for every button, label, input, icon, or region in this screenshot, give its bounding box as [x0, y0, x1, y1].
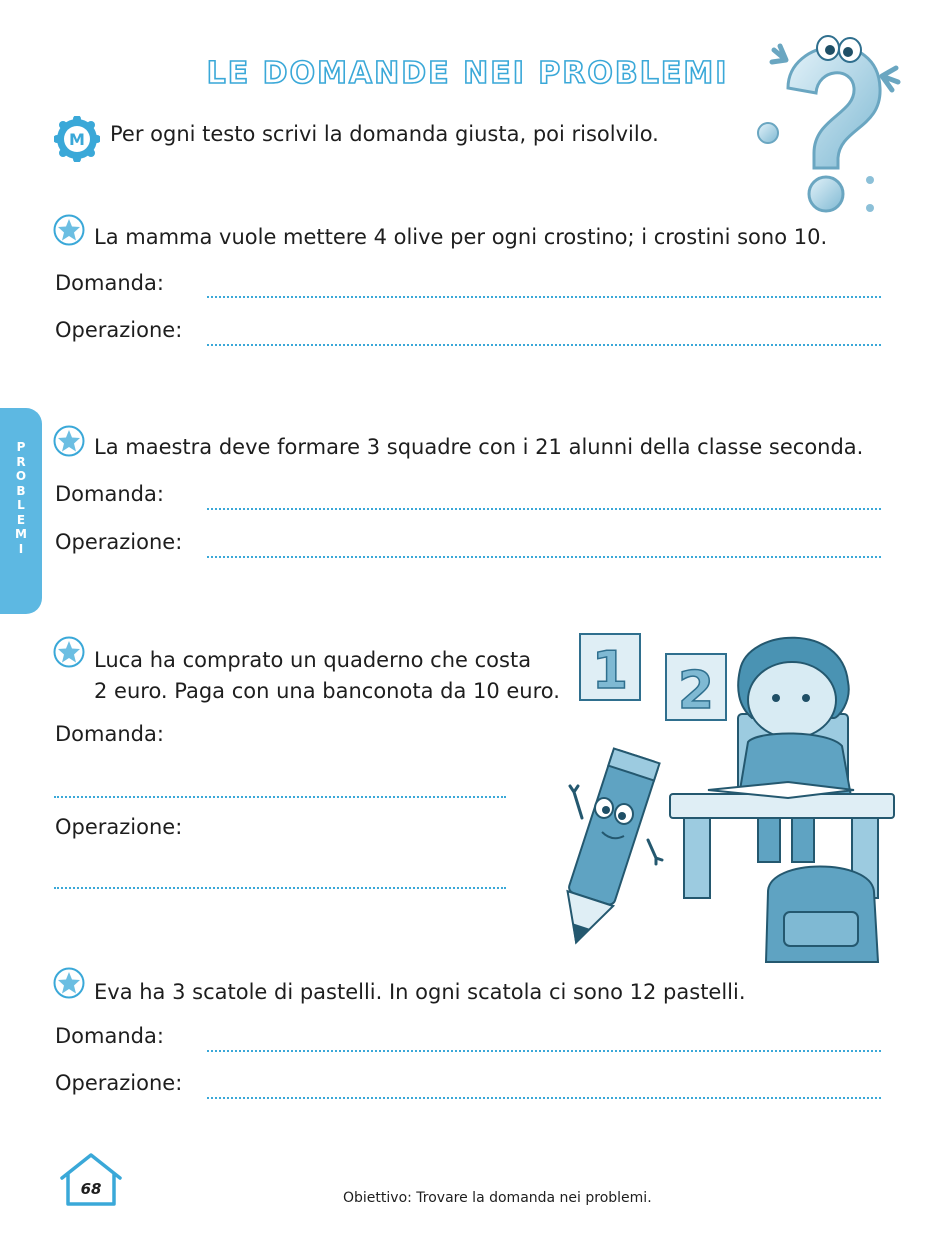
- problem-4-domanda-line[interactable]: [207, 1050, 881, 1052]
- problem-1-domanda-line[interactable]: [207, 296, 881, 298]
- problem-3-domanda-line[interactable]: [54, 796, 506, 798]
- problem-2-domanda-line[interactable]: [207, 508, 881, 510]
- problem-4-domanda-label: Domanda:: [55, 1024, 164, 1048]
- problem-1-domanda-label: Domanda:: [55, 271, 164, 295]
- side-tab-label: PROBLEMI: [15, 440, 27, 556]
- problem-1-text: La mamma vuole mettere 4 olive per ogni crostino; i crostini sono 10.: [94, 225, 828, 249]
- problem-2-operazione-label: Operazione:: [55, 530, 183, 554]
- problem-4-operazione-label: Operazione:: [55, 1071, 183, 1095]
- problem-3-operazione-label: Operazione:: [55, 815, 183, 839]
- problem-1-operazione-label: Operazione:: [55, 318, 183, 342]
- instruction-text: Per ogni testo scrivi la domanda giusta, poi risolvilo.: [110, 122, 659, 146]
- star-icon: [53, 214, 85, 246]
- card-1-number: 1: [591, 641, 629, 701]
- boy-at-desk-illustration: [552, 622, 897, 972]
- problem-3-domanda-label: Domanda:: [55, 722, 164, 746]
- problem-2-text: La maestra deve formare 3 squadre con i 21 alunni della classe seconda.: [94, 435, 864, 459]
- star-icon: [53, 425, 85, 457]
- m-badge-icon: [54, 116, 100, 162]
- problem-4-operazione-line[interactable]: [207, 1097, 881, 1099]
- page-number: 68: [80, 1180, 102, 1198]
- problem-2-operazione-line[interactable]: [207, 556, 881, 558]
- star-icon: [53, 636, 85, 668]
- problem-2-domanda-label: Domanda:: [55, 482, 164, 506]
- svg-text:M: M: [69, 130, 85, 149]
- page-title: LE DOMANDE NEI PROBLEMI: [206, 56, 729, 91]
- problem-3-text-line2: 2 euro. Paga con una banconota da 10 euro.: [94, 679, 560, 703]
- question-mark-mascot: [748, 18, 918, 218]
- problem-3-text-line1: Luca ha comprato un quaderno che costa: [94, 648, 532, 672]
- problem-1-operazione-line[interactable]: [207, 344, 881, 346]
- card-2-number: 2: [677, 661, 715, 721]
- problem-3-operazione-line[interactable]: [54, 887, 506, 889]
- footer-objective: Obiettivo: Trovare la domanda nei problemi.: [343, 1190, 652, 1206]
- star-icon: [53, 967, 85, 999]
- problem-4-text: Eva ha 3 scatole di pastelli. In ogni scatola ci sono 12 pastelli.: [94, 980, 746, 1004]
